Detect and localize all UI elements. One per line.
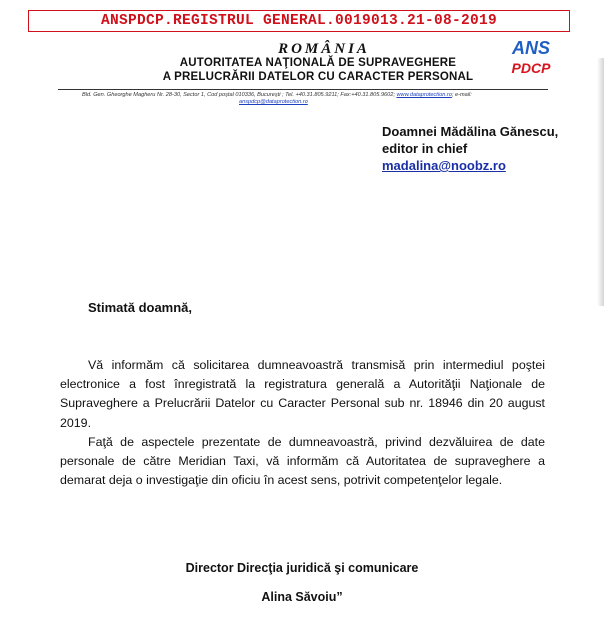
contact-email-line [239, 99, 308, 105]
header-divider [58, 89, 548, 90]
registry-number: ANSPDCP.REGISTRUL GENERAL.0019013.21-08-2019 [100, 13, 498, 29]
logo-pdcp-text: PDCP [511, 60, 551, 76]
contact-email-link[interactable]: anspdcp@dataprotection.ro [239, 99, 308, 105]
header-authority-line2: A PRELUCRĂRII DATELOR CU CARACTER PERSONAL [162, 71, 474, 83]
page-edge-shadow [597, 58, 604, 306]
recipient-block [382, 123, 592, 174]
email-label: e-mail: [454, 92, 472, 98]
signature-name: Alina Săvoiu” [261, 590, 343, 604]
recipient-name: Doamnei Mădălina Gănescu, [382, 124, 559, 139]
paragraph-1: Vă informăm că solicitarea dumneavoastră transmisă prin intermediul poştei electronice a fost înregistrată la registratura generală a Autorităţii Naţionale de Supraveghere a Prelucrării Datelor cu Caracter Personal sub nr. 18946 din 20 august 2019. [60, 358, 545, 430]
paragraph-2: Faţă de aspectele prezentate de dumneavoastră, privind dezvăluirea de date personale de către Meridian Taxi, vă informăm că Autoritatea de supraveghere a demarat deja o investigaţie din oficiu în acest sens, potrivit competenţelor legale. [60, 434, 545, 488]
registry-stamp [28, 10, 570, 32]
signature-title: Director Direcţia juridică şi comunicare [185, 561, 419, 575]
contact-address: Bld. Gen. Gheorghe Magheru Nr. 28-30, Sector 1, Cod poştal 010336, Bucureşti ; Tel. +40.31.805.9211; Fax:+40.31.805.9602 [82, 92, 394, 98]
recipient-role: editor in chief [382, 141, 468, 156]
anspdcp-logo [505, 38, 557, 88]
salutation: Stimată doamnă, [88, 300, 193, 315]
recipient-email-link[interactable]: madalina@noobz.ro [382, 158, 506, 173]
contact-line: Bld. Gen. Gheorghe Magheru Nr. 28-30, Sector 1, Cod poştal 010336, Bucureşti ; Tel. +40.31.805.9211; Fax:+40.31.805.9602; www.dataprotection.ro; e-mail: [82, 92, 472, 98]
header-authority-line1: AUTORITATEA NAŢIONALĂ DE SUPRAVEGHERE [179, 57, 457, 69]
letter-body [60, 356, 545, 490]
header-country: ROMÂNIA [278, 41, 370, 57]
logo-ans-text: ANS [511, 38, 550, 58]
website-link[interactable]: www.dataprotection.ro [396, 92, 452, 98]
